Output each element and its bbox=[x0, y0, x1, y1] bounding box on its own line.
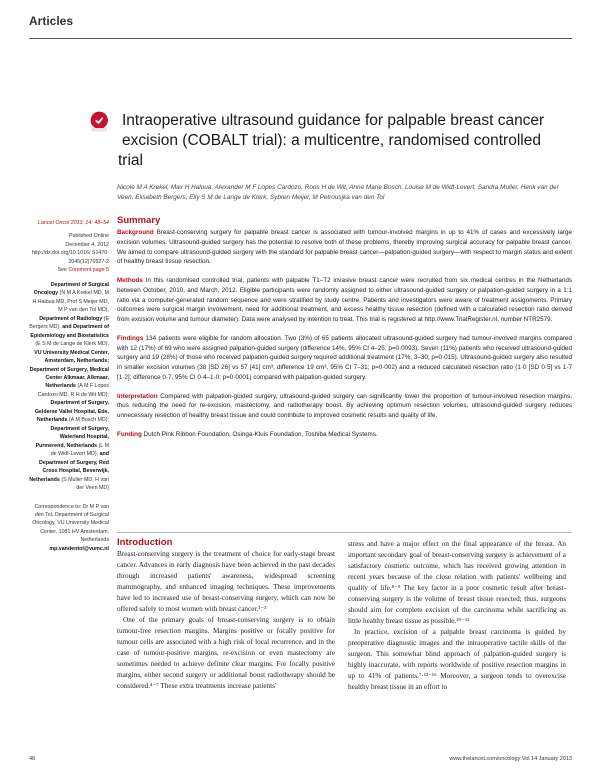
author-list: Nicole M A Krekel, Max H Haloua, Alexander M F Lopes Cardozo, Roos H de Wit, Anne Marie Bosch, Louise M de Widt-Levert, Sandra Muller, Henk van der Veen, Elisabeth Bergers, Elly S M de Lange de Klerk, Sybren Meijer, M Petrousjka van den Tol bbox=[117, 184, 559, 202]
affiliations bbox=[29, 281, 109, 493]
affiliation: and Department of Surgery, Red Cross Hospital, Beverwijk, Netherlands (S Muller MD, H van der Veen MD) bbox=[29, 451, 109, 492]
affiliation: Department of Radiology (E Bergers MD), bbox=[29, 315, 109, 331]
correspondence: Correspondence to: Dr M P van den Tol, Department of Surgical Oncology, VU University Medical Center, 1081 HV Amsterdam, Netherlands mp.vandentol@vumc.nl bbox=[32, 503, 109, 552]
paragraph: stress and have a major effect on the final appearance of the breast. An important secondary goal of breast-conserving surgery is achievement of a satisfactory cosmetic outcome, which has received growing attention in recent years because of the close relation with patients' wellbeing and quality of life.⁸⁻⁹ The key factor in a poor cosmetic result after breast-conserving surgery is the volume of breast tissue resected; thus, surgeons should aim for complete excision of the carcinoma while sacrificing as little healthy breast tissue as possible.¹⁰⁻¹¹ bbox=[348, 540, 566, 626]
introduction-heading: Introduction bbox=[117, 537, 173, 548]
summary-background: Background Breast-conserving surgery for palpable breast cancer is associated with tumour-involved margins in up to 41% of cases and excessively large excision volumes. Ultrasound-guided surgery has the potential to resolve both of these problems, thereby improving surgical accuracy for palpable breast cancer. We aimed to compare ultrasound-guided surgery with the standard for palpable breast cancer—palpation-guided surgery—with respect to margin status and extent of healthy breast tissue resection. bbox=[117, 229, 572, 266]
summary-funding: Funding Dutch Pink Ribbon Foundation, Osinga-Kluis Foundation, Toshiba Medical Systems. bbox=[117, 430, 378, 438]
page-number: 48 bbox=[29, 756, 36, 762]
journal-footer: www.thelancet.com/oncology Vol 14 January 2013 bbox=[449, 756, 572, 762]
header-rule bbox=[29, 38, 572, 39]
sidebar bbox=[29, 219, 109, 553]
body-column-left bbox=[117, 537, 335, 692]
page-header bbox=[0, 0, 600, 42]
email-link[interactable]: mp.vandentol@vumc.nl bbox=[49, 545, 109, 552]
summary-findings: Findings 134 patients were eligible for random allocation. Two (3%) of 65 patients allocated ultrasound-guided surgery had tumour-involved margins compared with 12 (17%) of 69 who were assigned palpation-guided surgery (difference 14%, 95% CI 4–25; p=0·0093). Seven (11%) patients who received ultrasound-guided surgery and 19 (28%) of those who received palpation-guided surgery required additional treatment (17%, 3–30; p=0·015). Ultrasound-guided surgery also resulted in smaller excision volumes (38 [SD 26] vs 57 [41] cm³; difference 19 cm³, 95% CI 7–31; p=0·002) and a reduced calculated resection ratio (1·0 [SD 0·5] vs 1·7 [1·2]; difference 0·7, 95% CI 0·4–1·0; p=0·0001) compared with palpation-guided surgery. bbox=[117, 334, 572, 381]
summary-section bbox=[117, 215, 572, 449]
crossmark-icon[interactable] bbox=[88, 110, 114, 134]
affiliation: VU University Medical Center, Amsterdam, Netherlands; Department of Surgery, Medical Center Alkmaar, Alkmaar, Netherlands (A M F Lopes Cardozo MD, R H de Wit MD); bbox=[29, 349, 109, 398]
paragraph: Breast-conserving surgery is the treatment of choice for early-stage breast cancer. Advances in early diagnosis have been achieved in the past decades through increased patients' awareness, widespread screening mammography, and enhanced imaging techniques. These improvements have led to increased use of breast-conserving surgery, which can now be offered safely to most women with breast cancer.¹⁻³ bbox=[117, 550, 335, 614]
published-online-label: Published Online bbox=[68, 233, 109, 240]
section-label: Articles bbox=[29, 14, 74, 28]
see-label: See bbox=[57, 267, 67, 274]
title-text: Intraoperative ultrasound guidance for palpable breast cancer excision (COBALT trial): a multicentre, randomised controlled trial bbox=[118, 112, 545, 170]
doi-link[interactable]: http://dx.doi.org/10.1016/ S1470-2045(12)70527-2 bbox=[31, 250, 109, 265]
paragraph: One of the primary goals of breast-conserving surgery is to obtain tumour-free resection margins. Margins positive or focally positive for tumour cells are associated with a high risk of local recurrence, and in the case of tumour-positive margins, re-excision or even mastectomy are sometimes needed to achieve definite clear margins. For focally positive margins, either second surgery or additional boost radiotherapy should be considered.⁴⁻⁷ These extra treatments increase patients' bbox=[117, 616, 335, 691]
section-divider bbox=[117, 532, 572, 533]
affiliation: Department of Surgery, Gelderse Vallei Hospital, Ede, Netherlands (A M Bosch MD); bbox=[34, 400, 109, 424]
paragraph: In practice, excision of a palpable breast carcinoma is guided by preoperative diagnostic images and the intraoperative tactile skills of the surgeon. This somewhat blind approach of palpation-guided surgery is highly inaccurate, with reports worldwide of positive resection margins in up to 41% of patients.⁷·¹²⁻¹⁶ Moreover, a surgeon tends to overexcise healthy breast tissue in an effort to bbox=[348, 628, 566, 692]
affiliation: Department of Surgery, Waterland Hospital, Purmerend, Netherlands (L M de Widt-Levert MD); bbox=[35, 425, 109, 458]
journal-reference: Lancet Oncol 2013; 14: 48–54 bbox=[38, 220, 109, 226]
comment-link[interactable]: Comment page 5 bbox=[68, 267, 109, 274]
summary-interpretation: Interpretation Compared with palpation-guided surgery, ultrasound-guided surgery can significantly lower the proportion of tumour-involved resection margins, thus reducing the need for re-excision, mastectomy, and radiotherapy boost. By achieving optimum resection volumes, ultrasound-guided surgery reduces unnecessary resection of healthy breast tissue and could contribute to improved cosmetic results and quality of life. bbox=[117, 392, 572, 419]
published-date: December 4, 2012 bbox=[65, 241, 109, 248]
article-title bbox=[118, 111, 558, 171]
body-column-right bbox=[348, 539, 566, 693]
affiliation: and Department of Epidemiology and Biostatistics (E S M de Lange de Klerk MD), bbox=[30, 324, 109, 348]
summary-heading: Summary bbox=[117, 215, 161, 226]
summary-methods: Methods In this randomised controlled trial, patients with palpable T1–T2 invasive breast cancer were recruited from six medical centres in the Netherlands between October, 2010, and March, 2012. Eligible participants were randomly assigned to either ultrasound-guided surgery or palpation-guided surgery in a 1:1 ratio via a computer-generated random sequence and were stratified by study centre. Patients and investigators were aware of treatment assignments. Primary outcomes were surgical margin involvement, need for additional treatment, and excess healthy tissue resection (defined with a calculated resection ratio derived from excision volume and tumour diameter). Data were analysed by intention to treat. This trial is registered at http://www.TrialRegister.nl, number NTR2579. bbox=[117, 277, 572, 323]
affiliation: Department of Surgical Oncology (N M A Krekel MD, M H Haloua MD, Prof S Meijer MD, M P van den Tol MD), bbox=[32, 281, 109, 314]
